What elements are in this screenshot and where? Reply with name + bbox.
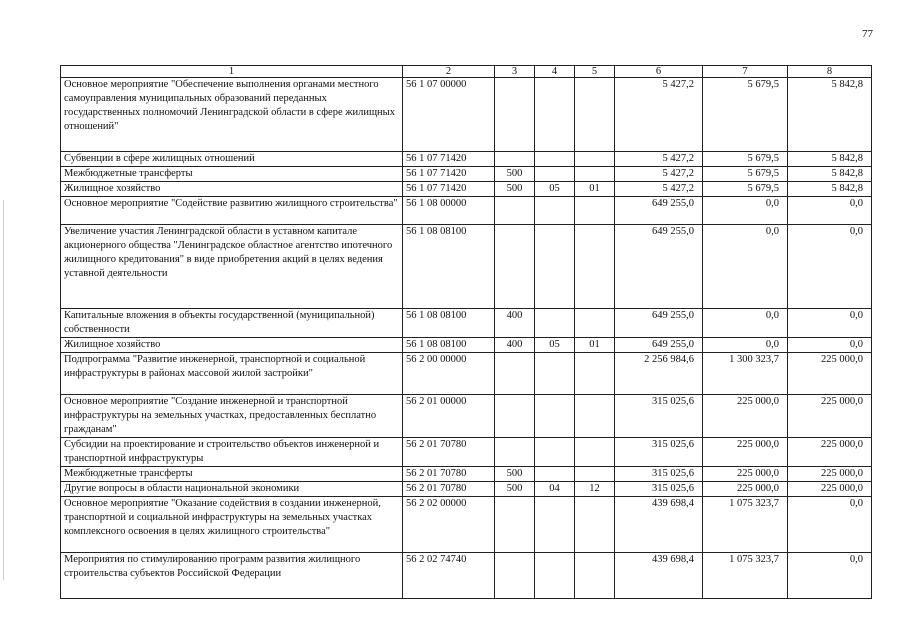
row-value-6-cell: 5 427,2 [615,182,703,197]
row-subsection-cell [575,167,615,182]
row-value-7-cell: 5 679,5 [703,182,788,197]
row-value-6-cell: 5 427,2 [615,152,703,167]
row-value-7-cell: 0,0 [703,309,788,338]
row-value-8-cell: 225 000,0 [788,438,872,467]
row-value-8-cell: 225 000,0 [788,353,872,395]
row-code-cell: 56 2 02 00000 [403,497,495,553]
page-number: 77 [862,28,873,40]
table-row [61,182,872,197]
row-value-7-cell: 1 300 323,7 [703,353,788,395]
row-code-cell: 56 2 01 00000 [403,395,495,438]
row-code-cell: 56 1 08 08100 [403,225,495,309]
table-row [61,152,872,167]
row-type-cell: 500 [495,167,535,182]
row-value-6-cell: 315 025,6 [615,438,703,467]
row-value-6-cell: 649 255,0 [615,197,703,225]
row-code-cell: 56 2 02 74740 [403,553,495,599]
row-value-6-cell: 439 698,4 [615,553,703,599]
row-value-6-cell: 439 698,4 [615,497,703,553]
table-row [61,395,872,438]
row-name-cell: Субсидии на проектирование и строительство объектов инженерной и транспортной инфраструктуры [61,438,403,467]
row-name-cell: Жилищное хозяйство [61,182,403,197]
row-value-6-cell: 649 255,0 [615,338,703,353]
row-type-cell: 500 [495,182,535,197]
row-name-cell: Основное мероприятие "Обеспечение выполнения органами местного самоуправления муниципальных образований переданных государственных полномочий Ленинградской области в сфере жилищных отношений" [61,78,403,152]
row-type-cell [495,197,535,225]
table-row [61,553,872,599]
row-code-cell: 56 2 00 00000 [403,353,495,395]
row-section-cell [535,167,575,182]
row-code-cell: 56 1 08 08100 [403,338,495,353]
row-code-cell: 56 1 08 08100 [403,309,495,338]
row-value-6-cell: 315 025,6 [615,482,703,497]
table-row [61,197,872,225]
row-type-cell [495,225,535,309]
header-cell: 8 [788,66,872,78]
row-value-7-cell: 5 679,5 [703,152,788,167]
row-name-cell: Мероприятия по стимулированию программ развития жилищного строительства субъектов Российской Федерации [61,553,403,599]
row-value-8-cell: 225 000,0 [788,395,872,438]
row-code-cell: 56 2 01 70780 [403,467,495,482]
row-subsection-cell [575,438,615,467]
header-cell: 2 [403,66,495,78]
row-subsection-cell: 01 [575,182,615,197]
row-code-cell: 56 2 01 70780 [403,438,495,467]
row-subsection-cell: 12 [575,482,615,497]
row-name-cell: Основное мероприятие "Создание инженерной и транспортной инфраструктуры на земельных участках, предоставленных бесплатно гражданам" [61,395,403,438]
row-value-8-cell: 0,0 [788,553,872,599]
table-row [61,438,872,467]
row-value-7-cell: 225 000,0 [703,482,788,497]
row-section-cell [535,309,575,338]
row-value-8-cell: 5 842,8 [788,167,872,182]
row-name-cell: Капитальные вложения в объекты государственной (муниципальной) собственности [61,309,403,338]
row-value-7-cell: 0,0 [703,338,788,353]
table-row [61,338,872,353]
row-code-cell: 56 1 08 00000 [403,197,495,225]
row-section-cell [535,225,575,309]
row-name-cell: Межбюджетные трансферты [61,467,403,482]
row-type-cell [495,78,535,152]
row-value-7-cell: 1 075 323,7 [703,553,788,599]
row-code-cell: 56 1 07 00000 [403,78,495,152]
row-code-cell: 56 2 01 70780 [403,482,495,497]
table-row [61,78,872,152]
row-type-cell [495,438,535,467]
row-subsection-cell [575,197,615,225]
header-cell: 5 [575,66,615,78]
row-value-8-cell: 225 000,0 [788,482,872,497]
row-value-6-cell: 5 427,2 [615,167,703,182]
row-section-cell [535,152,575,167]
row-section-cell [535,438,575,467]
table-row [61,482,872,497]
header-cell: 7 [703,66,788,78]
header-row [61,66,872,78]
row-value-7-cell: 225 000,0 [703,395,788,438]
row-type-cell [495,553,535,599]
row-name-cell: Межбюджетные трансферты [61,167,403,182]
row-name-cell: Основное мероприятие "Содействие развитию жилищного строительства" [61,197,403,225]
table-row [61,309,872,338]
row-value-6-cell: 5 427,2 [615,78,703,152]
row-type-cell [495,395,535,438]
row-value-6-cell: 649 255,0 [615,309,703,338]
row-subsection-cell [575,497,615,553]
row-type-cell: 400 [495,338,535,353]
row-section-cell: 04 [535,482,575,497]
table-row [61,225,872,309]
row-value-8-cell: 0,0 [788,309,872,338]
row-type-cell: 500 [495,482,535,497]
row-value-7-cell: 0,0 [703,197,788,225]
row-section-cell [535,467,575,482]
row-value-7-cell: 5 679,5 [703,78,788,152]
row-subsection-cell [575,78,615,152]
header-cell: 6 [615,66,703,78]
row-value-7-cell: 225 000,0 [703,438,788,467]
header-cell: 4 [535,66,575,78]
row-type-cell: 500 [495,467,535,482]
row-name-cell: Другие вопросы в области национальной экономики [61,482,403,497]
row-type-cell [495,353,535,395]
row-subsection-cell: 01 [575,338,615,353]
row-section-cell [535,553,575,599]
row-section-cell [535,197,575,225]
row-section-cell [535,497,575,553]
row-section-cell: 05 [535,182,575,197]
row-name-cell: Подпрограмма "Развитие инженерной, транспортной и социальной инфраструктуры в районах массовой жилой застройки" [61,353,403,395]
row-section-cell [535,395,575,438]
row-subsection-cell [575,553,615,599]
row-type-cell [495,152,535,167]
row-section-cell: 05 [535,338,575,353]
scan-edge-mark [3,200,4,580]
row-value-8-cell: 225 000,0 [788,467,872,482]
row-value-8-cell: 5 842,8 [788,152,872,167]
header-cell: 1 [61,66,403,78]
row-name-cell: Субвенции в сфере жилищных отношений [61,152,403,167]
table-body [61,66,872,599]
table-row [61,353,872,395]
row-name-cell: Жилищное хозяйство [61,338,403,353]
row-subsection-cell [575,152,615,167]
row-type-cell [495,497,535,553]
table-row [61,167,872,182]
row-value-7-cell: 1 075 323,7 [703,497,788,553]
row-value-8-cell: 0,0 [788,338,872,353]
table-row [61,467,872,482]
row-type-cell: 400 [495,309,535,338]
row-section-cell [535,78,575,152]
row-value-6-cell: 2 256 984,6 [615,353,703,395]
row-name-cell: Основное мероприятие "Оказание содействия в создании инженерной, транспортной и социальной инфраструктуры на земельных участках комплексного освоения в целях жилищного строительства" [61,497,403,553]
row-value-6-cell: 315 025,6 [615,467,703,482]
row-value-6-cell: 649 255,0 [615,225,703,309]
row-subsection-cell [575,225,615,309]
row-subsection-cell [575,395,615,438]
budget-table [60,65,872,599]
header-cell: 3 [495,66,535,78]
row-value-8-cell: 0,0 [788,225,872,309]
row-subsection-cell [575,353,615,395]
row-value-8-cell: 5 842,8 [788,78,872,152]
row-value-7-cell: 225 000,0 [703,467,788,482]
row-value-8-cell: 0,0 [788,497,872,553]
row-code-cell: 56 1 07 71420 [403,167,495,182]
row-subsection-cell [575,467,615,482]
row-value-8-cell: 0,0 [788,197,872,225]
row-subsection-cell [575,309,615,338]
row-value-7-cell: 5 679,5 [703,167,788,182]
table-row [61,497,872,553]
row-section-cell [535,353,575,395]
row-value-7-cell: 0,0 [703,225,788,309]
row-value-8-cell: 5 842,8 [788,182,872,197]
row-value-6-cell: 315 025,6 [615,395,703,438]
row-code-cell: 56 1 07 71420 [403,152,495,167]
row-code-cell: 56 1 07 71420 [403,182,495,197]
row-name-cell: Увеличение участия Ленинградской области в уставном капитале акционерного общества "Ленинградское областное агентство ипотечного жилищного кредитования" в виде приобретения акций в целях ведения уставной деятельности [61,225,403,309]
